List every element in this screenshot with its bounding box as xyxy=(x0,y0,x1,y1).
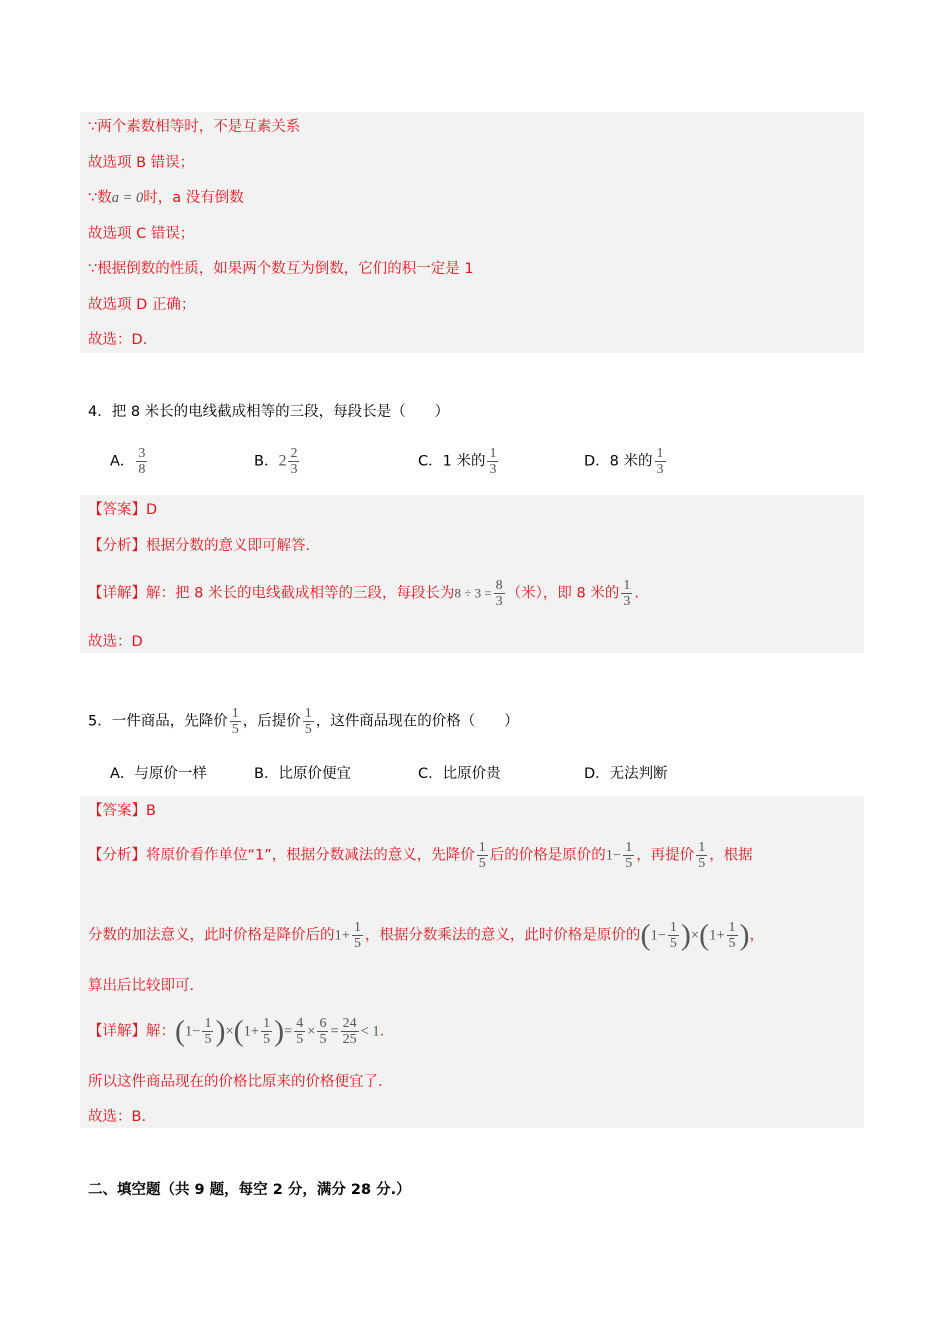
fraction: $\frac{8}{3}$ xyxy=(495,578,503,609)
option-b xyxy=(254,446,301,477)
math-expression: 1+ xyxy=(334,927,350,944)
choice-line: 故选：B. xyxy=(88,1109,147,1125)
question-5-stem xyxy=(88,706,519,737)
text-line: 故选项 B 错误； xyxy=(88,155,195,171)
option-label: C．1 米的 xyxy=(418,453,486,470)
option-d: D．无法判断 xyxy=(584,766,668,782)
solution-box-q4 xyxy=(80,495,864,653)
fraction: $\frac{1}{3}$ xyxy=(656,446,664,477)
option-a xyxy=(110,446,149,477)
solution-box-q3 xyxy=(80,112,864,353)
text: ， xyxy=(749,927,764,944)
text: ，再提价 xyxy=(636,847,695,864)
fraction: $\frac{1}{5}$ xyxy=(669,920,677,951)
option-c xyxy=(418,446,500,477)
text-line: ∵根据倒数的性质，如果两个数互为倒数，它们的积一定是 1 xyxy=(88,261,474,277)
text: 后的价格是原价的 xyxy=(489,847,606,864)
text-line: ∵两个素数相等时，不是互素关系 xyxy=(88,119,301,135)
fraction: $\frac{1}{3}$ xyxy=(489,446,497,477)
question-4-stem: 4．把 8 米长的电线截成相等的三段，每段长是（ ） xyxy=(88,404,450,420)
analysis-line-1 xyxy=(88,840,753,871)
text: 将原价看作单位“1”，根据分数减法的意义，先降价 xyxy=(146,847,475,864)
fraction: $\frac{1}{5}$ xyxy=(204,1016,212,1047)
fraction: $\frac{1}{5}$ xyxy=(304,706,312,737)
text: （米），即 8 米的 xyxy=(506,585,620,602)
option-label: B． xyxy=(254,453,279,470)
fraction: $\frac{6}{5}$ xyxy=(319,1016,327,1047)
text: 5．一件商品，先降价 xyxy=(88,713,228,730)
fraction: $\frac{1}{5}$ xyxy=(231,706,239,737)
text-line xyxy=(88,188,244,208)
fraction: $\frac{3}{8}$ xyxy=(138,446,146,477)
choice-line: 故选：D xyxy=(88,634,143,650)
fraction: $\frac{4}{5}$ xyxy=(296,1016,304,1047)
analysis-line-3: 算出后比较即可. xyxy=(88,978,195,994)
fraction: $\frac{24}{25}$ xyxy=(342,1016,357,1047)
option-b: B．比原价便宜 xyxy=(254,766,351,782)
text: ，根据 xyxy=(709,847,753,864)
text-line: 故选：D. xyxy=(88,332,148,348)
fraction: $\frac{2}{3}$ xyxy=(290,446,298,477)
text: ，这件商品现在的价格（ ） xyxy=(315,713,519,730)
text: ，根据分数乘法的意义，此时价格是原价的 xyxy=(364,927,641,944)
answer-line: 【答案】D xyxy=(88,502,158,518)
section-heading: 二、填空题（共 9 题，每空 2 分，满分 28 分.） xyxy=(88,1182,411,1198)
math-expression: a = 0 xyxy=(111,190,144,206)
tag: 【分析】 xyxy=(88,847,146,864)
text: 分数的加法意义，此时价格是降价后的 xyxy=(88,927,335,944)
fraction: $\frac{1}{5}$ xyxy=(263,1016,271,1047)
tag: 【详解】 xyxy=(88,1023,146,1040)
answer-line: 【答案】B xyxy=(88,803,156,819)
fraction: $\frac{1}{3}$ xyxy=(623,578,631,609)
math-expression: 8 ÷ 3 = xyxy=(454,585,492,601)
analysis-line-2: 分数的加法意义，此时价格是降价后的1+ $\frac{1}{5}$ ，根据分数乘法的意义，此时价格是原价的(1− $\frac{1}{5}$ )×(1+ $\frac{1}{5}$ )， xyxy=(88,918,764,952)
fraction: $\frac{1}{5}$ xyxy=(478,840,486,871)
text: 解：把 8 米长的电线截成相等的三段，每段长为 xyxy=(146,585,455,602)
text: ∵数 xyxy=(88,190,112,206)
mixed-whole: 2 xyxy=(278,452,287,470)
summary-line: 所以这件商品现在的价格比原来的价格便宜了. xyxy=(88,1074,383,1090)
analysis-line: 【分析】根据分数的意义即可解答. xyxy=(88,538,311,554)
option-d xyxy=(584,446,668,477)
fraction: $\frac{1}{5}$ xyxy=(698,840,706,871)
text: 解： xyxy=(146,1023,175,1040)
text: . xyxy=(379,1023,385,1040)
text: 时，a 没有倒数 xyxy=(143,190,244,206)
option-label: D．8 米的 xyxy=(584,453,653,470)
detail-line: 【详解】解：(1− $\frac{1}{5}$ )×(1+ $\frac{1}{5}$ )= $\frac{4}{5}$ × $\frac{6}{5}$ = $\frac{24}{25}$ < 1. xyxy=(88,1014,385,1048)
option-a: A．与原价一样 xyxy=(110,766,207,782)
fraction: $\frac{1}{5}$ xyxy=(353,920,361,951)
fraction: $\frac{1}{5}$ xyxy=(625,840,633,871)
text-line: 故选项 D 正确； xyxy=(88,297,196,313)
detail-line xyxy=(88,578,639,609)
fraction: $\frac{1}{5}$ xyxy=(728,920,736,951)
math-expression: 1− xyxy=(605,847,622,864)
text: . xyxy=(634,585,639,602)
text: ，后提价 xyxy=(242,713,301,730)
option-label: A． xyxy=(110,453,135,470)
option-c: C．比原价贵 xyxy=(418,766,501,782)
tag: 【详解】 xyxy=(88,585,146,602)
text-line: 故选项 C 错误； xyxy=(88,226,195,242)
